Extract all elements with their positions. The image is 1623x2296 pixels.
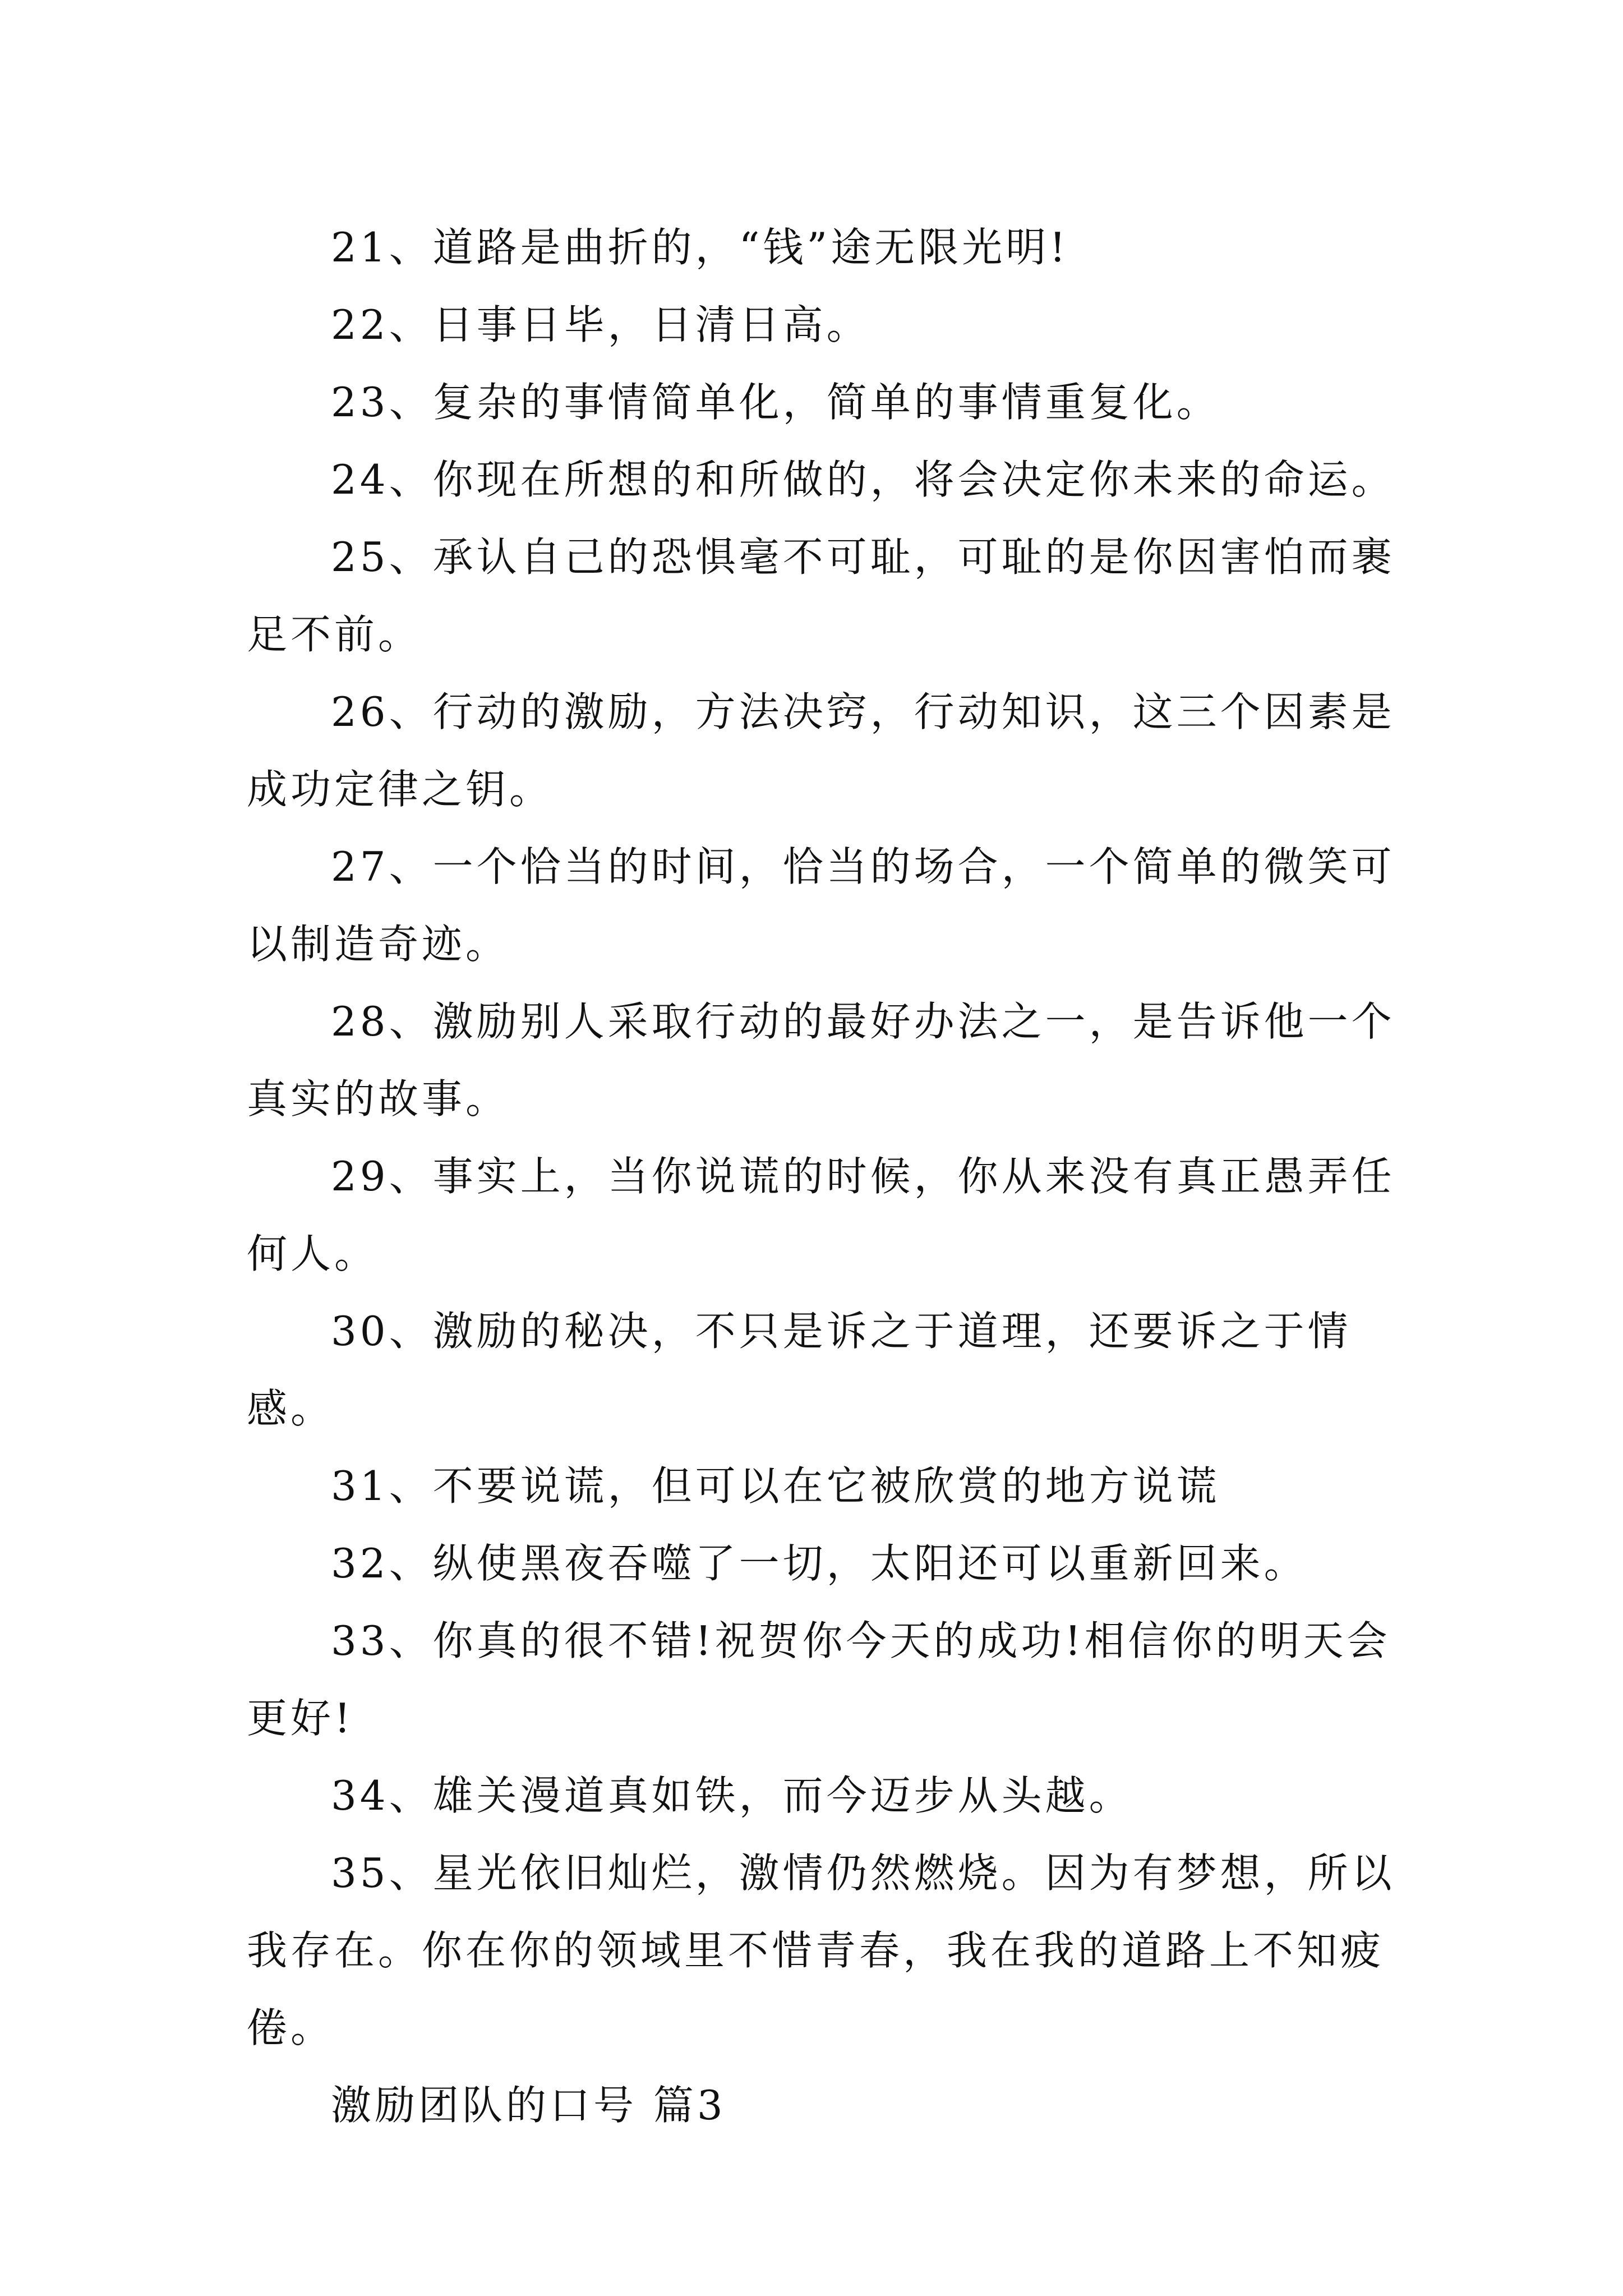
paragraph-35: 35、星光依旧灿烂，激情仍然燃烧。因为有梦想，所以我存在。你在你的领域里不惜青春，我在我的道路上不知疲倦。 xyxy=(247,1849,1395,2051)
paragraph-30: 30、激励的秘决，不只是诉之于道理，还要诉之于情感。 xyxy=(247,1308,1352,1432)
paragraph-23: 23、复杂的事情简单化，简单的事情重复化。 xyxy=(331,379,1220,426)
paragraph-29: 29、事实上，当你说谎的时候，你从来没有真正愚弄任何人。 xyxy=(247,1153,1395,1277)
paragraph-28: 28、激励别人采取行动的最好办法之一，是告诉他一个真实的故事。 xyxy=(247,998,1395,1122)
paragraph-22: 22、日事日毕，日清日高。 xyxy=(331,301,870,348)
paragraph-21: 21、道路是曲折的，“钱”途无限光明! xyxy=(331,224,1069,271)
paragraph-33: 33、你真的很不错!祝贺你今天的成功!相信你的明天会更好! xyxy=(247,1617,1391,1742)
paragraph-26: 26、行动的激励，方法决窍，行动知识，这三个因素是成功定律之钥。 xyxy=(247,688,1395,813)
paragraph-25: 25、承认自己的恐惧毫不可耻，可耻的是你因害怕而裹足不前。 xyxy=(247,533,1395,658)
paragraph-27: 27、一个恰当的时间，恰当的场合，一个简单的微笑可以制造奇迹。 xyxy=(247,843,1395,968)
document-body xyxy=(247,209,1402,2144)
paragraph-32: 32、纵使黑夜吞噬了一切，太阳还可以重新回来。 xyxy=(331,1540,1308,1587)
paragraph-34: 34、雄关漫道真如铁，而今迈步从头越。 xyxy=(331,1772,1133,1819)
paragraph-31: 31、不要说谎，但可以在它被欣赏的地方说谎 xyxy=(331,1462,1220,1510)
paragraph-24: 24、你现在所想的和所做的，将会决定你未来的命运。 xyxy=(331,456,1395,503)
section-heading: 激励团队的口号 篇3 xyxy=(331,2082,726,2129)
